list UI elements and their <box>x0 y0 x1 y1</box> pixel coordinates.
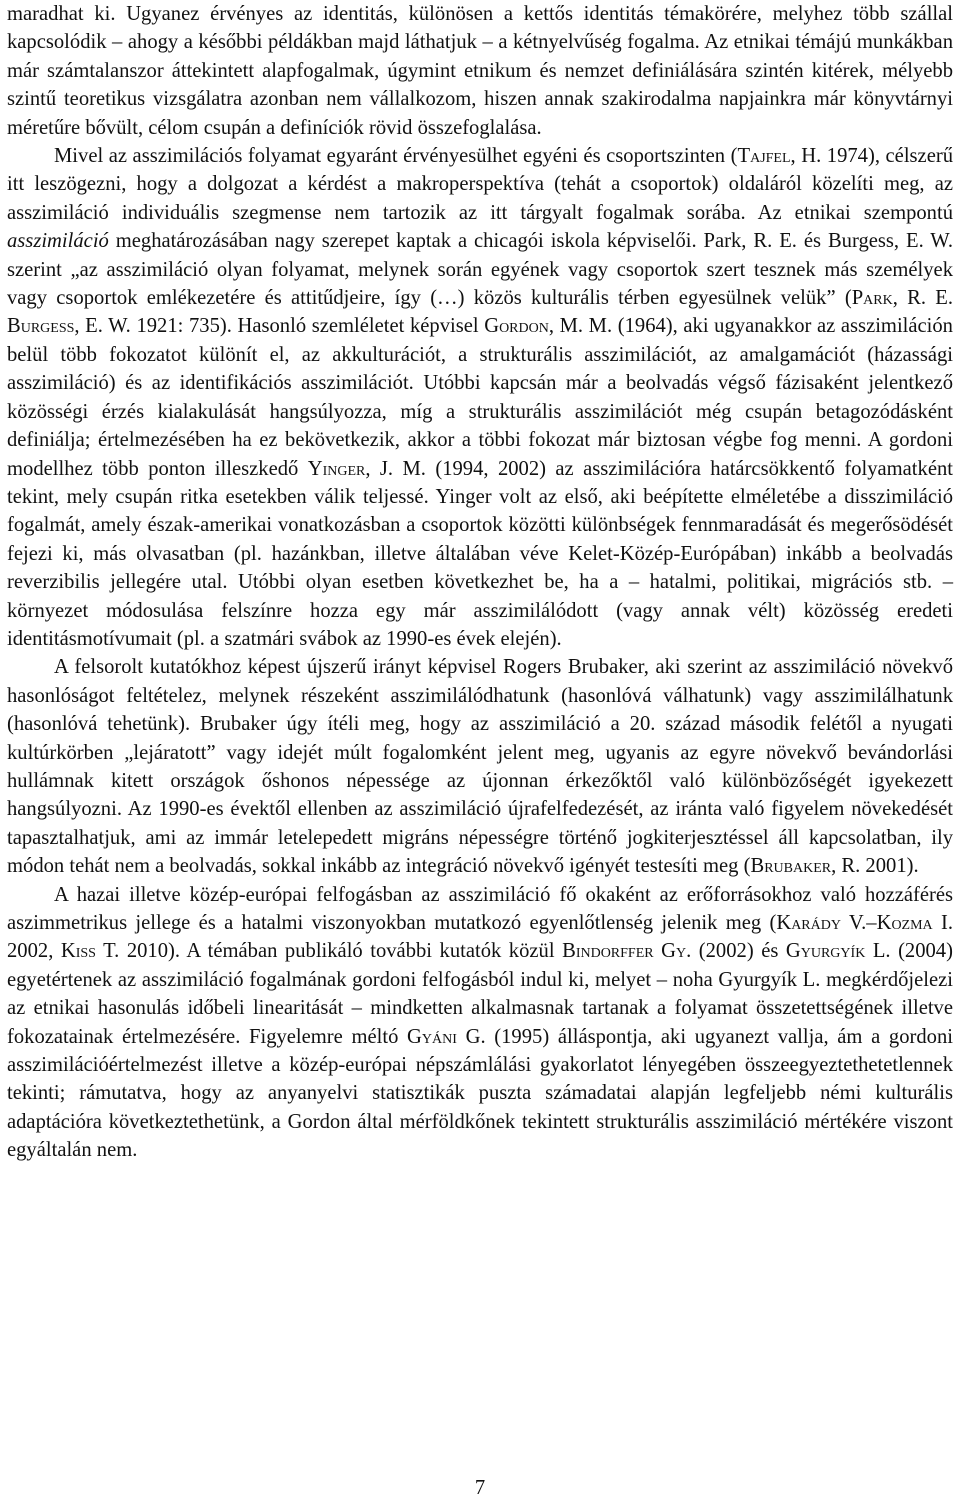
paragraph <box>7 653 953 880</box>
text-run: (1994, 2002) az asszimilációra határcsökkentő folyamatként tekint, mely csupán ritka esetekben válik teljessé. Yinger volt az első, aki beépítette elméletébe a disszimiláció fogalmát, amely észak-amerikai vonatkozásban a csoportok közötti különbségek fennmaradását és megerősödését fejezi ki, más olvasatban (pl. hazánkban, illetve általában véve Kelet-Közép-Európában) inkább a beolvadás reverzibilis jellegére utal. Utóbbi olyan esetben következhet be, ha a – hatalmi, politikai, migrációs stb. – környezet módosulása felszínre hozza egy már asszimilálódott (vagy annak vélt) közösség eredeti identitásmotívumait (pl. a szatmári svábok az 1990-es évek elején). <box>7 457 953 650</box>
citation-author: Park, R. E. Burgess, E. W. <box>7 287 953 338</box>
citation-author: Yinger, J. M. <box>307 457 426 480</box>
text-run: 2002, <box>7 940 61 963</box>
emphasized-term: asszimiláció <box>7 230 109 253</box>
text-run: (1995) álláspontja, aki ugyanezt vallja, ám a gordoni asszimilációértelmezést illetve a közép-európai népszámlálási gyakorlatot lényegében összeegyeztethetetlennek tekinti; rámutatva, hogy az anyanyelvi statisztikák puszta számadatai alapján legfeljebb némi kulturális adaptációra következtethetünk, a Gordon által mérföldkőnek tekintett strukturális asszimiláció mértékére viszont egyáltalán nem. <box>7 1025 953 1162</box>
text-run: meghatározásában nagy szerepet kaptak a chicagói iskola képviselői. Park, R. E. és Burgess, E. W. szerint „az asszimiláció olyan folyamat, melynek során egyének vagy csoportok szert tesznek más személyek vagy csoportok emlékezetére és attitűdjeire, így (…) közös kulturális térben egyesülnek velük” ( <box>7 230 953 310</box>
citation-author: Brubaker, R. <box>750 855 861 878</box>
text-run: (2002) és <box>691 940 786 963</box>
page-number: 7 <box>474 1477 486 1499</box>
text-run: (2004) egyetértenek az asszimiláció fogalmának gordoni felfogásból indul ki, melyet – noha Gyurgyík L. megkérdőjelezi az etnikai hasonulás időbeli linearitását – mindketten alkalmasnak tartanak a folyamat összetettségének illetve fokozatainak értelmezésére. Figyelemre méltó <box>7 940 953 1048</box>
text-run: 2010). A témában publikáló további kutatók közül <box>119 940 563 963</box>
citation-author: Kiss T. <box>60 940 120 963</box>
text-run: Mivel az asszimilációs folyamat egyaránt érvényesülhet egyéni és csoportszinten ( <box>54 145 738 168</box>
text-run: (1964), aki ugyanakkor az asszimiláción belül több fokozatot különít el, az akkulturációt, a strukturális asszimilációt, az amalgamációt (házassági asszimiláció) és az identifikációs asszimilációt. Utóbbi kapcsán már a beolvadás végső fázisaként jelentkező közösségi érzés kialakulását hangsúlyozza, míg a strukturális asszimilációt még csupán betagozódásként definiálja; értelmezésében ha ez bekövetkezik, akkor a többi fokozat már biztosan végbe fog menni. A gordoni modellhez több ponton illeszkedő <box>7 315 953 480</box>
text-run: maradhat ki. Ugyanez érvényes az identitás, különösen a kettős identitás témakörére, melyhez több szállal kapcsolódik – ahogy a későbbi példákban majd láthatjuk – a kétnyelvűség fogalma. Az etnikai témájú munkákban már számtalanszor áttekintett alapfogalmak, úgymint etnikum és nemzet definiálására szintén kitérek, mélyebb szintű teoretikus vizsgálatra azonban nem vállalkozom, hiszen annak szakirodalma napjainkra már könyvtárnyi méretűre bővült, célom csupán a definíciók rövid összefoglalása. <box>7 3 953 139</box>
citation-author: Gyáni G. <box>407 1025 486 1048</box>
text-run: 2001). <box>860 855 919 878</box>
document-page <box>7 0 953 1165</box>
text-run: A hazai illetve közép-európai felfogásban az asszimiláció fő okaként az erőforrásokhoz való hozzáférés aszimmetrikus jellege és a hatalmi viszonyokban mutatkozó egyenlőtlenség jelenik meg ( <box>7 883 953 934</box>
citation-author: Karády V.–Kozma I. <box>776 912 953 934</box>
citation-author: Bindorffer Gy. <box>562 940 692 963</box>
paragraph <box>7 0 953 142</box>
paragraph <box>7 142 953 653</box>
text-run: 1974), célszerű itt leszögezni, hogy a dolgozat a kérdést a makroperspektíva (tehát a csoportok) oldaláról közelíti meg, az asszimiláció individuális szegmense nem tartozik az itt tárgyalt fogalmak sorába. Az etnikai szempontú <box>7 145 953 224</box>
paragraph <box>7 881 953 1165</box>
body-text <box>7 0 953 1165</box>
citation-author: Tajfel, H. <box>737 145 822 168</box>
citation-author: Gyurgyík L. <box>785 940 891 963</box>
text-run: 1921: 735). Hasonló szemléletet képvisel <box>130 315 485 338</box>
citation-author: Gordon, M. M. <box>484 315 613 338</box>
text-run: A felsorolt kutatókhoz képest újszerű irányt képvisel Rogers Brubaker, aki szerint az asszimiláció növekvő hasonlóságot feltételez, melynek részeként asszimilálódhatunk (hasonlóvá válhatunk) vagy asszimilálhatunk (hasonlóvá tehetünk). Brubaker úgy ítéli meg, hogy az asszimiláció a 20. század második felétől a nyugati kultúrkörben „lejáratott” vagy idejét múlt fogalomként jelent meg, ugyanis az egyre növekvő bevándorlási hullámnak kitett országok őshonos népessége az újonnan érkezőktől való különbözőségét igyekezett hangsúlyozni. Az 1990-es évektől ellenben az asszimiláció újrafelfedezését, az iránta való figyelem növekedését tapasztalhatjuk, ami az immár letelepedett migráns népességre történő jogkiterjesztéssel áll kapcsolatban, ily módon tehát nem a beolvadás, sokkal inkább az integráció növekvő igényét testesíti meg ( <box>7 656 953 878</box>
